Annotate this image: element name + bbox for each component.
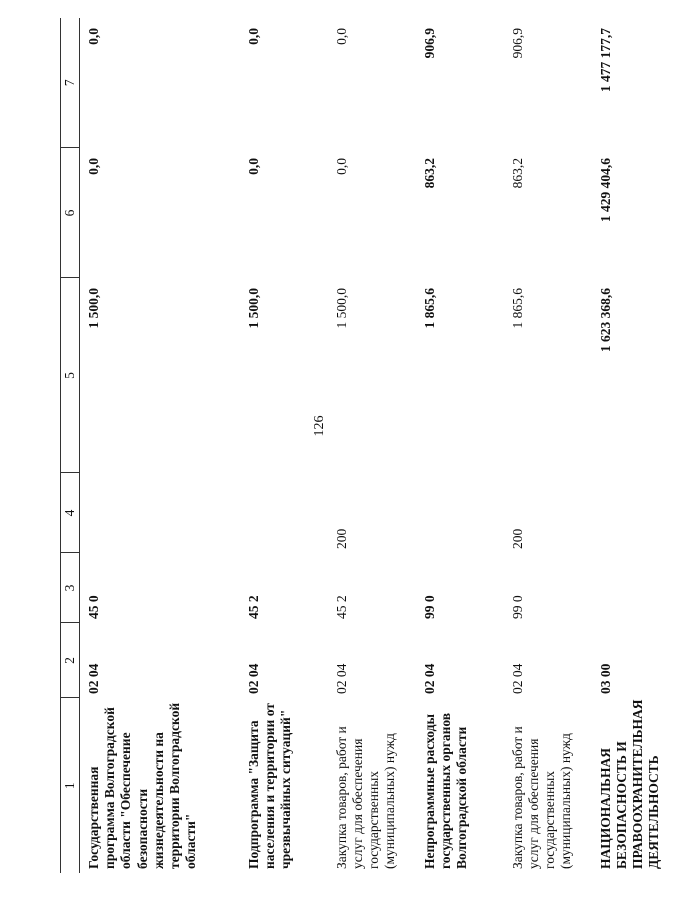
row-name: Закупка товаров, работ и услуг для обеспечения государственных (муниципальных) нужд (333, 726, 398, 869)
row-value-col5: 1 865,6 (509, 288, 525, 329)
row-name: Государственная программа Волгоградской области "Обеспечение безопасности жизнедеятельности на территории Волгоградской области" (86, 702, 199, 869)
row-value-col6: 0,0 (86, 158, 101, 175)
row-section-code: 03 00 (597, 663, 613, 694)
row-expense-type (240, 473, 328, 553)
table-row (416, 18, 504, 873)
row-value-col5: 1 500,0 (86, 288, 101, 329)
row-expense-type (416, 473, 504, 553)
row-value-col7: 906,9 (421, 28, 437, 59)
row-expense-type (80, 473, 240, 553)
rotated-page (60, 18, 662, 873)
row-section-code: 02 04 (245, 663, 261, 694)
row-name: Непрограммные расходы государственных органов Волгоградской области (421, 712, 469, 869)
header-col-1: 1 (61, 698, 80, 873)
table-row (328, 18, 416, 873)
row-program-code: 99 0 (509, 595, 525, 619)
table-container (60, 18, 662, 873)
row-section-code: 02 04 (333, 663, 349, 694)
table-row (504, 18, 592, 873)
row-section-code: 02 04 (86, 663, 101, 694)
row-value-col6: 0,0 (333, 158, 349, 175)
header-col-2: 2 (61, 623, 80, 698)
header-row (61, 18, 80, 873)
row-section-code: 02 04 (421, 663, 437, 694)
row-program-code: 45 0 (86, 595, 101, 619)
table-row (80, 18, 240, 873)
table-row (592, 18, 680, 873)
header-col-4: 4 (61, 473, 80, 553)
row-value-col6: 863,2 (421, 158, 437, 189)
row-expense-type: 200 (509, 528, 525, 549)
row-value-col6: 863,2 (509, 158, 525, 189)
row-value-col5: 1 623 368,6 (597, 288, 613, 353)
row-value-col5: 1 500,0 (245, 288, 261, 329)
header-col-5: 5 (61, 278, 80, 473)
page-number: 126 (312, 415, 327, 437)
row-value-col5: 1 865,6 (421, 288, 437, 329)
row-section-code: 02 04 (509, 663, 525, 694)
row-expense-type (592, 473, 680, 553)
row-value-col7: 0,0 (245, 28, 261, 45)
header-col-6: 6 (61, 148, 80, 278)
row-expense-type: 200 (333, 528, 349, 549)
header-col-7: 7 (61, 18, 80, 148)
row-value-col7: 0,0 (333, 28, 349, 45)
row-value-col7: 1 477 177,7 (597, 28, 613, 93)
row-value-col6: 0,0 (245, 158, 261, 175)
row-value-col5: 1 500,0 (333, 288, 349, 329)
row-program-code: 45 2 (245, 595, 261, 619)
row-value-col6: 1 429 404,6 (597, 158, 613, 223)
table-row (240, 18, 328, 873)
row-program-code: 99 0 (421, 595, 437, 619)
row-name: НАЦИОНАЛЬНАЯ БЕЗОПАСНОСТЬ И ПРАВООХРАНИТЕЛЬНАЯ ДЕЯТЕЛЬНОСТЬ (597, 699, 662, 869)
header-col-3: 3 (61, 553, 80, 623)
row-name: Закупка товаров, работ и услуг для обеспечения государственных (муниципальных) нужд (509, 726, 574, 869)
budget-table (60, 18, 680, 873)
row-name: Подпрограмма "Защита населения и территории от чрезвычайных ситуаций" (245, 703, 293, 869)
row-program-code: 45 2 (333, 595, 349, 619)
row-program-code (592, 553, 680, 623)
row-value-col7: 0,0 (86, 28, 101, 45)
row-value-col7: 906,9 (509, 28, 525, 59)
